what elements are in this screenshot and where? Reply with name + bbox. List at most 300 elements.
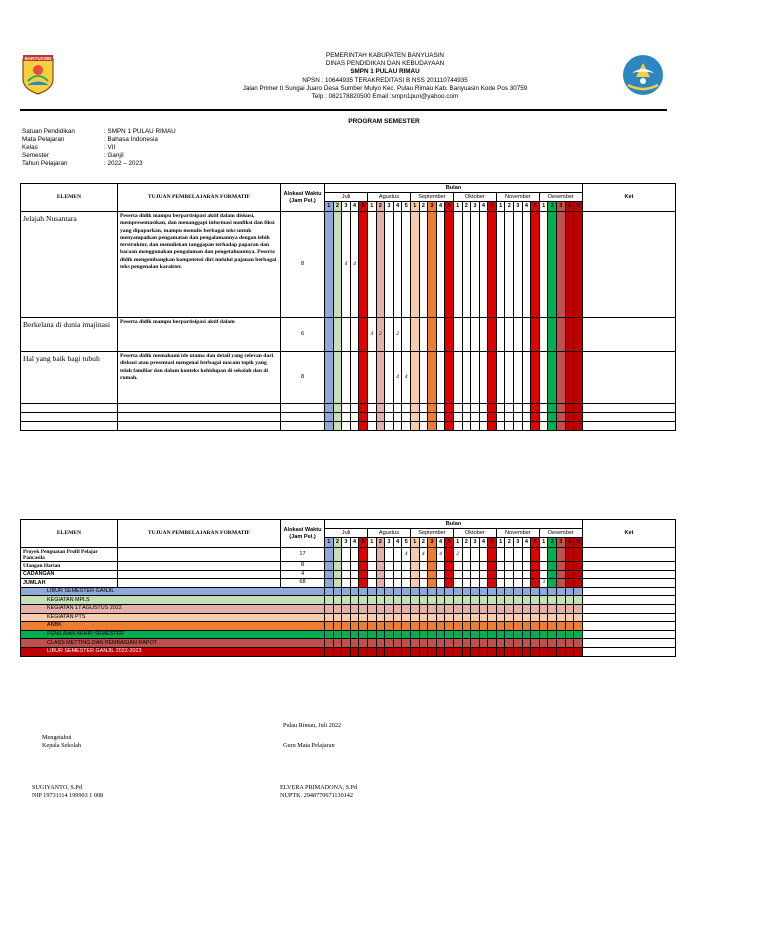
week-cell: [350, 422, 359, 431]
week-cell: [471, 579, 480, 588]
week-number: 1: [539, 202, 548, 212]
week-cell: [419, 404, 428, 413]
month-header: Agustus: [367, 529, 410, 538]
week-cell: [539, 318, 548, 352]
week-cell: [419, 579, 428, 588]
week-number: 3: [428, 202, 437, 212]
week-cell: [479, 562, 488, 571]
week-cell: [376, 404, 385, 413]
week-cell: [565, 318, 574, 352]
week-cell: [496, 570, 505, 579]
week-cell: [445, 548, 454, 562]
month-header: November: [496, 193, 539, 202]
week-cell: [514, 422, 523, 431]
week-cell: [488, 570, 497, 579]
week-number: 3: [385, 538, 394, 548]
legend-label: PENILAIAN AKHIR SEMESTER: [21, 630, 325, 639]
week-cell: [453, 579, 462, 588]
week-cell: [376, 579, 385, 588]
week-number: 3: [342, 202, 351, 212]
legend-label: ANBK: [21, 622, 325, 631]
month-header: Juli: [325, 193, 368, 202]
week-number: 1: [410, 538, 419, 548]
week-number: 2: [376, 202, 385, 212]
week-cell: [531, 212, 540, 318]
week-number: 5: [531, 538, 540, 548]
week-number: 3: [471, 202, 480, 212]
week-cell: [445, 579, 454, 588]
week-cell: [333, 352, 342, 404]
week-cell: [539, 404, 548, 413]
col-alokasi: Alokasi Waktu (Jam Pel.): [281, 184, 325, 212]
legend-label: LIBUR SEMESTER GANJIL: [21, 587, 325, 596]
meta-value: : Bahasa Indonesia: [104, 136, 158, 143]
week-cell: [342, 404, 351, 413]
legend-row: [21, 596, 676, 605]
week-cell: [496, 404, 505, 413]
meta-value: : 2022 – 2023: [104, 160, 143, 167]
week-cell: [505, 562, 514, 571]
left-role2: Kepala Sekolah: [42, 742, 82, 749]
week-cell: [557, 422, 566, 431]
week-cell: [462, 548, 471, 562]
week-cell: [402, 562, 411, 571]
week-number: 5: [445, 202, 454, 212]
week-cell: [557, 212, 566, 318]
table-row: [21, 352, 676, 404]
meta-key: Satuan Pendidikan: [22, 128, 75, 135]
week-cell: [402, 570, 411, 579]
week-cell: [410, 562, 419, 571]
week-cell: [557, 404, 566, 413]
week-cell: [505, 579, 514, 588]
col-ket: Ket: [582, 520, 675, 548]
col-alokasi: Alokasi Waktu (Jam Pel.): [281, 520, 325, 548]
week-cell: [445, 570, 454, 579]
week-cell: [514, 579, 523, 588]
week-cell: [496, 352, 505, 404]
week-cell: [367, 352, 376, 404]
week-cell: [574, 318, 583, 352]
week-cell: [325, 570, 334, 579]
week-cell: 2: [453, 548, 462, 562]
week-cell: [548, 579, 557, 588]
week-cell: [333, 548, 342, 562]
meta-key: Kelas: [22, 144, 38, 151]
week-cell: [325, 548, 334, 562]
week-cell: [385, 413, 394, 422]
week-cell: [531, 318, 540, 352]
alokasi-cell: 6: [281, 318, 325, 352]
week-number: 3: [471, 538, 480, 548]
school-name: SMPN 1 PULAU RIMAU: [350, 68, 420, 76]
week-cell: [428, 562, 437, 571]
week-cell: [496, 579, 505, 588]
week-cell: [453, 404, 462, 413]
week-number: 3: [557, 538, 566, 548]
week-cell: [367, 212, 376, 318]
week-cell: [574, 413, 583, 422]
week-number: 4: [393, 538, 402, 548]
week-cell: [539, 562, 548, 571]
week-number: 5: [488, 202, 497, 212]
week-cell: [359, 422, 368, 431]
week-number: 5: [445, 538, 454, 548]
week-number: 5: [359, 538, 368, 548]
week-cell: [436, 570, 445, 579]
week-cell: [367, 422, 376, 431]
table-row: [21, 212, 676, 318]
week-cell: [410, 318, 419, 352]
tujuan-cell: Peserta didik memahami ide utama dan detail yang relevan dari diskusi atau presentasi mengenai berbagai macam topik yang telah familiar dan dalam konteks kehidupan di sekolah dan di rumah.: [118, 352, 281, 404]
week-cell: [385, 422, 394, 431]
week-cell: [548, 413, 557, 422]
week-number: 1: [410, 202, 419, 212]
week-cell: [462, 422, 471, 431]
week-cell: [539, 422, 548, 431]
col-tujuan: TUJUAN PEMBELAJARAN FORMATIF: [118, 520, 281, 548]
week-cell: [565, 422, 574, 431]
week-cell: [522, 548, 531, 562]
week-cell: [325, 318, 334, 352]
week-cell: [539, 548, 548, 562]
week-number: 1: [367, 202, 376, 212]
week-cell: [462, 318, 471, 352]
week-cell: 2: [393, 318, 402, 352]
week-cell: [385, 404, 394, 413]
week-cell: 2: [376, 318, 385, 352]
week-cell: [557, 570, 566, 579]
ket-cell: [582, 318, 675, 352]
legend-row: [21, 613, 676, 622]
week-cell: [574, 404, 583, 413]
week-cell: [565, 404, 574, 413]
col-tujuan: TUJUAN PEMBELAJARAN FORMATIF: [118, 184, 281, 212]
week-cell: [359, 548, 368, 562]
week-cell: [436, 579, 445, 588]
elemen-cell: Hal yang baik bagi tubuh: [21, 352, 118, 404]
meta-key: Semester: [22, 152, 49, 159]
page-title: PROGRAM SEMESTER: [348, 118, 420, 125]
week-cell: [453, 318, 462, 352]
week-cell: 4: [342, 212, 351, 318]
week-cell: [496, 318, 505, 352]
week-number: 4: [436, 538, 445, 548]
principal-nip: NIP 19731114 199903 1 008: [32, 792, 104, 799]
week-cell: [505, 318, 514, 352]
week-cell: [539, 352, 548, 404]
week-cell: [419, 212, 428, 318]
week-cell: [548, 404, 557, 413]
week-cell: [479, 404, 488, 413]
week-cell: [514, 548, 523, 562]
week-cell: [479, 413, 488, 422]
legend-row: [21, 639, 676, 648]
teacher-name: ELVERA PRIMADONA, S.Pd: [280, 784, 358, 791]
week-cell: [359, 212, 368, 318]
week-cell: [325, 352, 334, 404]
week-cell: [462, 404, 471, 413]
week-cell: [376, 562, 385, 571]
week-cell: [462, 562, 471, 571]
week-cell: [393, 548, 402, 562]
week-cell: [565, 212, 574, 318]
week-cell: 4: [393, 352, 402, 404]
week-cell: [557, 352, 566, 404]
identity-block: [22, 128, 176, 168]
col-bulan: Bulan: [325, 520, 583, 529]
week-cell: [393, 404, 402, 413]
week-cell: [471, 562, 480, 571]
week-cell: [436, 422, 445, 431]
week-cell: [471, 212, 480, 318]
table-row: [21, 562, 676, 571]
week-cell: [410, 404, 419, 413]
week-cell: [385, 548, 394, 562]
week-cell: [496, 212, 505, 318]
week-cell: [462, 352, 471, 404]
week-cell: [428, 212, 437, 318]
week-cell: [471, 548, 480, 562]
meta-value: : SMPN 1 PULAU RIMAU: [104, 128, 176, 135]
elemen-cell: Jelajah Nusantara: [21, 212, 118, 318]
legend-label: CLASS METTING DAN PEMBAGIAN RAPOT: [21, 639, 325, 648]
week-number: 2: [462, 538, 471, 548]
week-cell: [565, 548, 574, 562]
week-cell: [565, 352, 574, 404]
week-cell: [359, 562, 368, 571]
week-cell: [436, 404, 445, 413]
week-cell: [333, 404, 342, 413]
week-cell: [505, 352, 514, 404]
principal-name: SUGIYANTO, S.Pd: [32, 784, 82, 791]
week-cell: [574, 212, 583, 318]
week-cell: [385, 212, 394, 318]
week-cell: [505, 548, 514, 562]
week-cell: [548, 318, 557, 352]
week-cell: [350, 548, 359, 562]
tujuan-cell: Peserta didik mampu berpartisipasi aktif dalam: [118, 318, 281, 352]
header-line1: PEMERINTAH KABUPATEN BANYUASIN: [326, 52, 444, 59]
empty-row: [21, 404, 676, 413]
week-cell: [436, 352, 445, 404]
col-elemen: ELEMEN: [21, 184, 118, 212]
week-cell: [367, 404, 376, 413]
week-cell: [385, 562, 394, 571]
week-cell: [350, 579, 359, 588]
legend-label: LIBUR SEMESTER GANJIL 2022-2023: [21, 647, 325, 656]
summary-label: JUMLAH: [21, 579, 118, 588]
week-number: 2: [462, 202, 471, 212]
week-cell: [505, 422, 514, 431]
week-cell: [428, 352, 437, 404]
month-header: Desember: [539, 193, 582, 202]
summary-label: Ulangan Harian: [21, 562, 118, 571]
week-cell: [333, 570, 342, 579]
week-cell: [514, 404, 523, 413]
week-cell: [496, 548, 505, 562]
tut-wuri-logo: [620, 53, 666, 97]
week-cell: [428, 404, 437, 413]
week-cell: [479, 212, 488, 318]
header-rule: [20, 109, 667, 111]
week-cell: 3: [539, 579, 548, 588]
summary-label: CADANGAN: [21, 570, 118, 579]
month-header: Desember: [539, 529, 582, 538]
meta-value: : Ganjil: [104, 152, 124, 159]
week-cell: [325, 562, 334, 571]
week-number: 4: [479, 538, 488, 548]
npsn-line: NPSN : 10644935 TERAKREDITASI B NSS 201110744935: [302, 76, 468, 84]
right-role: Guru Mata Pelajaran: [283, 742, 335, 749]
week-cell: [488, 548, 497, 562]
week-cell: [574, 562, 583, 571]
table-row: [21, 318, 676, 352]
alokasi-cell: 8: [281, 212, 325, 318]
week-cell: [565, 413, 574, 422]
week-cell: [557, 318, 566, 352]
week-number: 1: [325, 538, 334, 548]
week-cell: [453, 212, 462, 318]
ket-cell: [582, 212, 675, 318]
week-cell: [325, 422, 334, 431]
week-cell: [488, 562, 497, 571]
week-cell: [419, 352, 428, 404]
left-role1: Mengetahui: [42, 734, 72, 741]
week-cell: [402, 422, 411, 431]
week-cell: [548, 548, 557, 562]
week-cell: [531, 422, 540, 431]
week-number: 2: [505, 202, 514, 212]
week-cell: [531, 579, 540, 588]
legend-label: KEGIATAN MPLS: [21, 596, 325, 605]
week-number: 1: [453, 538, 462, 548]
week-cell: [522, 570, 531, 579]
week-cell: [514, 212, 523, 318]
letterhead: [160, 52, 610, 101]
week-cell: [453, 413, 462, 422]
month-header: Juli: [325, 529, 368, 538]
week-cell: [333, 212, 342, 318]
week-cell: [410, 422, 419, 431]
week-cell: [522, 562, 531, 571]
week-cell: [522, 422, 531, 431]
week-cell: [350, 413, 359, 422]
week-cell: [445, 404, 454, 413]
week-cell: 4: [419, 548, 428, 562]
week-cell: [496, 562, 505, 571]
week-cell: [445, 562, 454, 571]
empty-row: [21, 422, 676, 431]
week-cell: [342, 562, 351, 571]
week-cell: [453, 352, 462, 404]
month-header: Oktober: [453, 193, 496, 202]
week-number: 3: [385, 202, 394, 212]
week-cell: [376, 212, 385, 318]
week-cell: [436, 562, 445, 571]
week-number: 2: [419, 202, 428, 212]
week-cell: [479, 422, 488, 431]
summary-table: [20, 519, 676, 657]
week-cell: [419, 318, 428, 352]
place-date: Pulau Rimau, Juli 2022: [283, 722, 342, 729]
week-cell: [522, 413, 531, 422]
week-cell: [488, 404, 497, 413]
week-cell: [548, 570, 557, 579]
week-cell: [557, 413, 566, 422]
week-cell: [539, 570, 548, 579]
week-cell: [548, 422, 557, 431]
meta-row: [22, 128, 176, 136]
week-cell: [548, 212, 557, 318]
meta-row: [22, 152, 176, 160]
week-cell: [574, 422, 583, 431]
week-cell: [453, 422, 462, 431]
week-cell: [325, 413, 334, 422]
week-number: 2: [333, 202, 342, 212]
alokasi-cell: 4: [281, 570, 325, 579]
week-cell: [376, 413, 385, 422]
week-number: 4: [350, 538, 359, 548]
week-number: 1: [496, 538, 505, 548]
week-cell: [402, 404, 411, 413]
week-cell: [393, 212, 402, 318]
week-cell: [514, 352, 523, 404]
week-cell: [436, 318, 445, 352]
week-number: 5: [402, 538, 411, 548]
week-cell: [428, 579, 437, 588]
week-cell: [514, 318, 523, 352]
month-header: Oktober: [453, 529, 496, 538]
week-cell: [333, 422, 342, 431]
week-cell: [445, 413, 454, 422]
week-number: 3: [557, 202, 566, 212]
week-number: 5: [359, 202, 368, 212]
week-cell: [557, 562, 566, 571]
week-cell: [350, 570, 359, 579]
week-cell: [514, 570, 523, 579]
week-cell: [496, 422, 505, 431]
week-cell: [359, 318, 368, 352]
header-line2: DINAS PENDIDIKAN DAN KEBUDAYAAN: [325, 60, 445, 68]
week-cell: [333, 318, 342, 352]
alokasi-cell: 17: [281, 548, 325, 562]
alokasi-cell: 68: [281, 579, 325, 588]
week-cell: [376, 352, 385, 404]
month-header: Agustus: [367, 193, 410, 202]
week-cell: [385, 579, 394, 588]
week-cell: [531, 413, 540, 422]
week-cell: [410, 570, 419, 579]
week-number: 5: [574, 202, 583, 212]
col-ket: Ket: [582, 184, 675, 212]
week-cell: [479, 579, 488, 588]
week-number: 4: [565, 202, 574, 212]
week-cell: [350, 404, 359, 413]
week-cell: [419, 413, 428, 422]
legend-row: [21, 587, 676, 596]
week-cell: [402, 413, 411, 422]
week-cell: [574, 352, 583, 404]
week-cell: 4: [436, 548, 445, 562]
week-cell: [531, 404, 540, 413]
week-number: 3: [428, 538, 437, 548]
col-bulan: Bulan: [325, 184, 583, 193]
week-cell: [445, 212, 454, 318]
week-cell: [445, 318, 454, 352]
week-cell: [342, 579, 351, 588]
week-number: 2: [419, 538, 428, 548]
